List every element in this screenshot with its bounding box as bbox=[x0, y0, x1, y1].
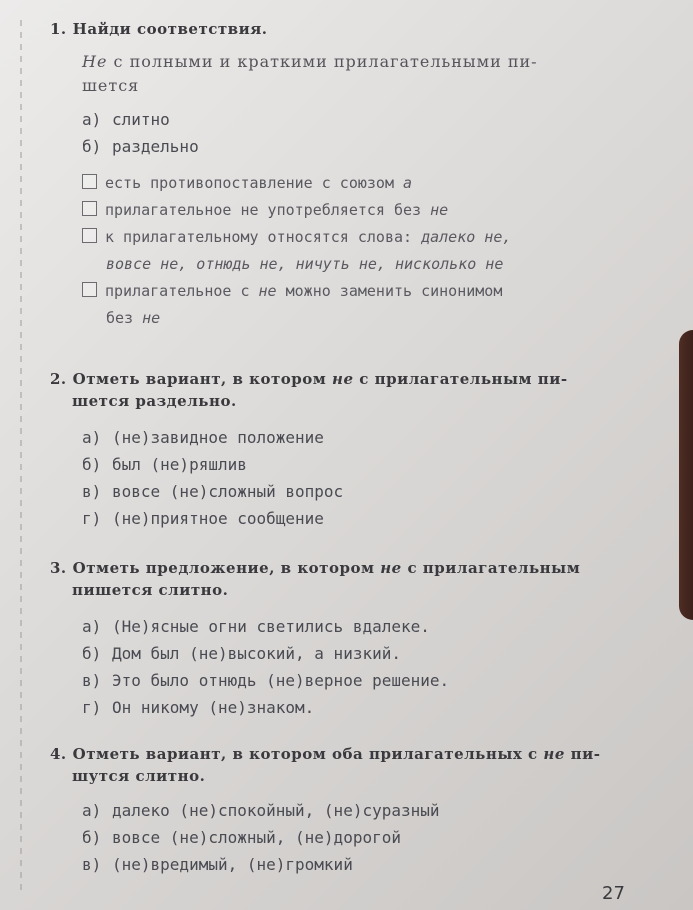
option-b[interactable]: б) Дом был (не)высокий, а низкий. bbox=[82, 644, 401, 663]
question-1-options bbox=[50, 106, 648, 160]
checkbox[interactable] bbox=[82, 201, 97, 216]
option-b[interactable]: б) раздельно bbox=[82, 137, 199, 156]
finger bbox=[679, 330, 693, 620]
check-row-4[interactable]: прилагательное с не можно заменить синонимом без не bbox=[82, 278, 648, 332]
question-4 bbox=[50, 743, 648, 878]
question-2-options bbox=[50, 424, 648, 532]
option-d[interactable]: г) Он никому (не)знаком. bbox=[82, 698, 315, 717]
option-a[interactable]: а) (не)завидное положение bbox=[82, 428, 324, 447]
question-1-stem: Не с полными и краткими прилагательными пи- шется bbox=[82, 52, 538, 95]
option-b[interactable]: б) вовсе (не)сложный, (не)дорогой bbox=[82, 828, 401, 847]
question-4-options bbox=[50, 797, 648, 878]
question-1-checklist bbox=[50, 170, 648, 332]
question-3-title: 3. Отметь предложение, в котором не с прилагательным пишется слитно. bbox=[50, 559, 581, 599]
check-row-2[interactable]: прилагательное не употребляется без не bbox=[82, 197, 648, 224]
checkbox[interactable] bbox=[82, 228, 97, 243]
checkbox[interactable] bbox=[82, 174, 97, 189]
option-a[interactable]: а) (Не)ясные огни светились вдалеке. bbox=[82, 617, 430, 636]
option-a[interactable]: а) далеко (не)спокойный, (не)суразный bbox=[82, 801, 440, 820]
question-1 bbox=[50, 18, 648, 332]
option-c[interactable]: в) Это было отнюдь (не)верное решение. bbox=[82, 671, 450, 690]
question-1-title: 1. Найди соответствия. bbox=[50, 20, 268, 38]
check-row-1[interactable]: есть противопоставление с союзом а bbox=[82, 170, 648, 197]
check-row-3[interactable]: к прилагательному относятся слова: далеко не, вовсе не, отнюдь не, ничуть не, нисколько не bbox=[82, 224, 648, 278]
margin-dashes bbox=[20, 20, 22, 890]
option-a[interactable]: а) слитно bbox=[82, 110, 170, 129]
question-3 bbox=[50, 557, 648, 721]
page-number: 27 bbox=[602, 883, 625, 904]
option-c[interactable]: в) (не)вредимый, (не)громкий bbox=[82, 855, 353, 874]
option-c[interactable]: в) вовсе (не)сложный вопрос bbox=[82, 482, 344, 501]
checkbox[interactable] bbox=[82, 282, 97, 297]
option-d[interactable]: г) (не)приятное сообщение bbox=[82, 509, 324, 528]
question-3-options bbox=[50, 613, 648, 721]
question-2-title: 2. Отметь вариант, в котором не с прилагательным пи- шется раздельно. bbox=[50, 370, 568, 410]
option-b[interactable]: б) был (не)ряшлив bbox=[82, 455, 247, 474]
question-4-title: 4. Отметь вариант, в котором оба прилагательных с не пи- шутся слитно. bbox=[50, 745, 601, 785]
question-2 bbox=[50, 368, 648, 532]
